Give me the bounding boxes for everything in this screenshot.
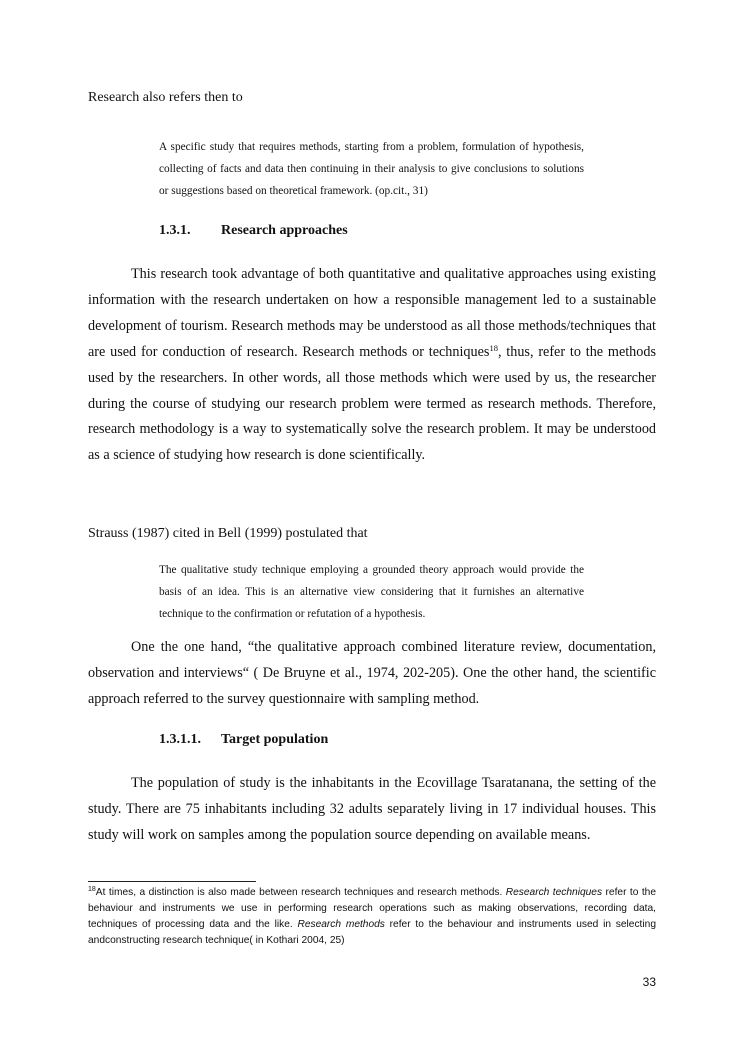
footnote-separator bbox=[88, 881, 256, 882]
footnote-text-b: refer to the behaviour and instruments we use in performing research operations such as making observations, recording data, techniques of processing data and the like. bbox=[88, 887, 656, 930]
block-quote-strauss: The qualitative study technique employing a grounded theory approach would provide the basis of an idea. This is an alternative view considering that it furnishes an alternative technique to the confirmation or refutation of a hypothesis. bbox=[159, 564, 584, 620]
page-number: 33 bbox=[642, 975, 656, 989]
footnote-18 bbox=[88, 885, 656, 949]
intro-line: Research also refers then to bbox=[88, 90, 243, 105]
section-title: Research approaches bbox=[221, 223, 348, 238]
paragraph-target-population: The population of study is the inhabitants in the Ecovillage Tsaratanana, the setting of the study. There are 75 inhabitants including 32 adults separately living in 17 individual houses. This study will work on samples among the population source depending on available means. bbox=[88, 775, 656, 843]
paragraph-qualitative-approach: One the one hand, “the qualitative approach combined literature review, documentation, observation and interviews“ ( De Bruyne et al., 1974, 202-205). One the other hand, the scientific approach referred to the survey questionnaire with sampling method. bbox=[88, 639, 656, 707]
footnote-italic-a: Research techniques bbox=[505, 887, 603, 898]
footnote-reference[interactable]: 18 bbox=[489, 342, 498, 353]
section-number: 1.3.1. bbox=[159, 223, 191, 238]
footnote-text-c: refer to the behaviour and instruments used in selecting andconstructing research technique( in Kothari 2004, 25) bbox=[88, 919, 656, 946]
footnote-text-a: At times, a distinction is also made between research techniques and research methods. bbox=[95, 887, 506, 898]
paragraph-text-part1: This research took advantage of both quantitative and qualitative approaches using existing information with the research undertaken on how a responsible management led to a sustainable development of tourism. Research methods may be understood as all those methods/techniques that are used for conduction of research. Research methods or techniques bbox=[88, 266, 656, 360]
section-heading-research-approaches bbox=[159, 222, 348, 240]
section-heading-target-population bbox=[159, 731, 328, 749]
strauss-line: Strauss (1987) cited in Bell (1999) postulated that bbox=[88, 526, 368, 541]
paragraph-research-approaches bbox=[88, 262, 656, 469]
block-quote-definition: A specific study that requires methods, starting from a problem, formulation of hypothesis, collecting of facts and data then continuing in their analysis to give conclusions to solutions or suggestions based on theoretical framework. (op.cit., 31) bbox=[159, 141, 584, 197]
section-title: Target population bbox=[221, 732, 329, 747]
paragraph-text-part2: , thus, refer to the methods used by the researchers. In other words, all those methods which were used by us, the researcher during the course of studying our research problem were termed as research methods. Therefore, research methodology is a way to systematically solve the research problem. It may be understood as a science of studying how research is done scientifically. bbox=[88, 343, 656, 464]
footnote-number: 18 bbox=[88, 886, 96, 893]
section-number: 1.3.1.1. bbox=[159, 732, 201, 747]
document-page bbox=[88, 0, 656, 1053]
footnote-italic-b: Research methods bbox=[297, 919, 385, 930]
